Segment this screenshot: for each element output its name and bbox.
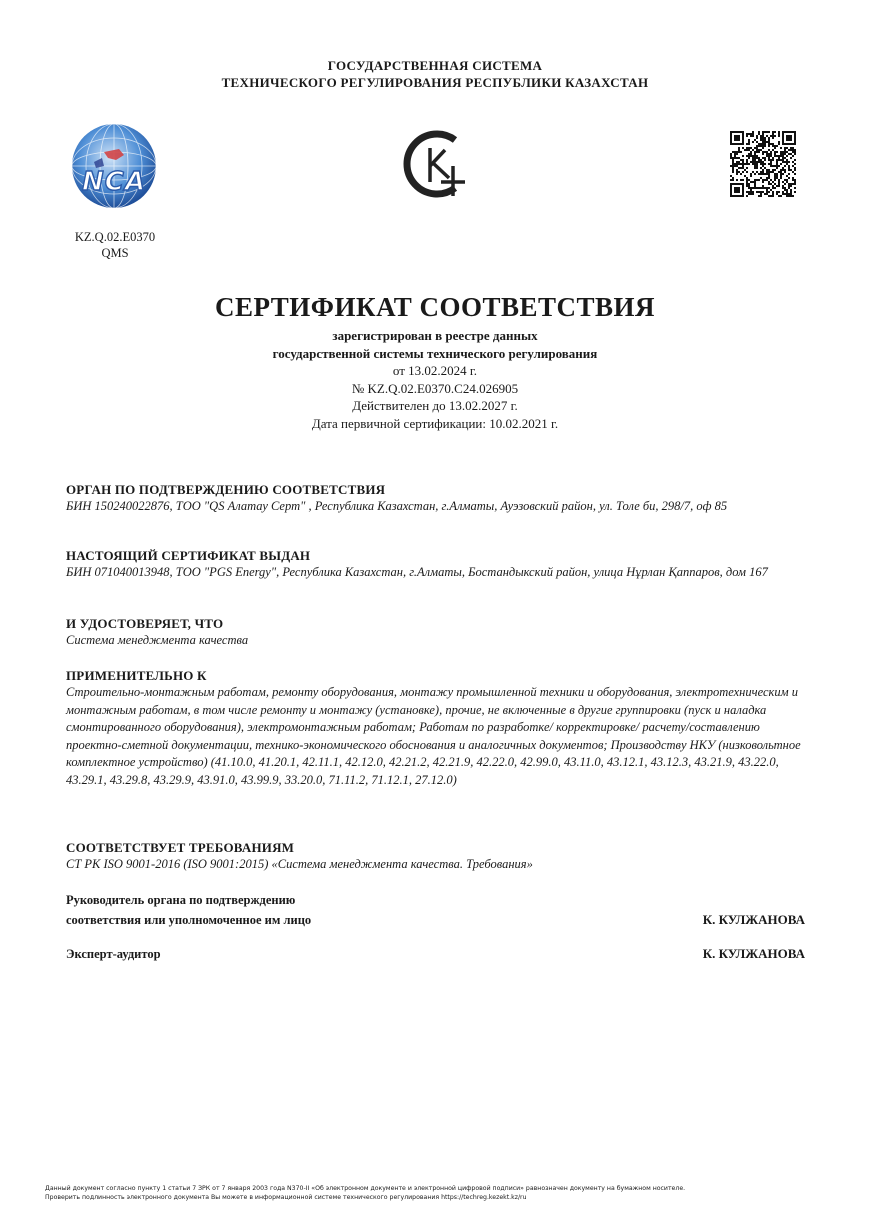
section-certification-body: [66, 481, 811, 516]
section-heading: И УДОСТОВЕРЯЕТ, ЧТО: [66, 616, 224, 631]
footer-legal-note: Данный документ согласно пункту 1 статьи 7 ЗРК от 7 января 2003 года N370-II «Об электронном документе и электронной цифровой подписи» равнозначен документу на бумажном носителе.: [45, 1185, 686, 1192]
section-heading: СООТВЕТСТВУЕТ ТРЕБОВАНИЯМ: [66, 840, 295, 855]
section-complies-with: [66, 839, 811, 874]
kz-conformity-mark-icon: [397, 126, 473, 202]
section-text: БИН 150240022876, ТОО "QS Алатау Серт" , Республика Казахстан, г.Алматы, Ауэзовский район, ул. Толе би, 298/7, оф 85: [66, 499, 728, 513]
head-signatory-label-2: соответствия или уполномоченное им лицо: [66, 913, 312, 927]
section-certifies: [66, 615, 811, 650]
certificate-title: СЕРТИФИКАТ СООТВЕТСТВИЯ: [214, 292, 656, 322]
qr-code-icon[interactable]: [730, 131, 796, 197]
head-signatory-label-1: Руководитель органа по подтверждению: [66, 893, 296, 907]
nca-globe-logo: [64, 122, 164, 217]
header-line-2: ТЕХНИЧЕСКОГО РЕГУЛИРОВАНИЯ РЕСПУБЛИКИ КАЗАХСТАН: [221, 75, 649, 90]
nca-logo-text: NCA: [82, 167, 146, 197]
certificate-number: № KZ.Q.02.E0370.C24.026905: [351, 381, 519, 396]
head-signatory-name: К. КУЛЖАНОВА: [702, 912, 805, 927]
expert-auditor-label: Эксперт-аудитор: [66, 947, 161, 961]
expert-auditor-name: К. КУЛЖАНОВА: [702, 946, 805, 961]
section-text: Система менеджмента качества: [66, 633, 249, 647]
first-certification-date: Дата первичной сертификации: 10.02.2021 г.: [311, 416, 559, 431]
section-heading: ПРИМЕНИТЕЛЬНО К: [66, 668, 207, 683]
section-heading: НАСТОЯЩИЙ СЕРТИФИКАТ ВЫДАН: [66, 548, 311, 563]
valid-until: Действителен до 13.02.2027 г.: [352, 398, 518, 413]
issue-date: от 13.02.2024 г.: [392, 363, 478, 378]
accreditation-scheme: QMS: [101, 246, 129, 260]
section-text: Строительно-монтажным работам, ремонту оборудования, монтажу промышленной техники и оборудования, электротехническим и монтажным работам, в том числе ремонту и монтажу (установке), прочие, не включенные в другие группировки (пуск и наладка смонтированного оборудования), электромонтажным работам; Работам по разработке/ корректировке/ расчету/составлению проектно-сметной документации, технико-экономического обоснования и аналогичных документов; Производству НКУ (низковольтное комплектное устройство) (41.10.0, 41.20.1, 42.11.1, 42.12.0, 42.21.2, 42.21.9, 42.22.0, 42.99.0, 43.11.0, 43.12.1, 43.12.3, 43.21.9, 43.22.0, 43.29.1, 43.29.8, 43.29.9, 43.91.0, 43.99.9, 33.20.0, 71.11.2, 71.12.1, 27.12.0): [66, 685, 801, 787]
accreditation-code: KZ.Q.02.E0370: [74, 230, 156, 244]
section-heading: ОРГАН ПО ПОДТВЕРЖДЕНИЮ СООТВЕТСТВИЯ: [66, 482, 386, 497]
footer-verify-note: Проверить подлинность электронного документа Вы можете в информационной системе технического регулирования https://techreg.kezekt.kz/ru: [45, 1194, 527, 1201]
section-text: СТ РК ISO 9001-2016 (ISO 9001:2015) «Система менеджмента качества. Требования»: [66, 857, 533, 871]
section-applies-to: [66, 667, 811, 790]
section-text: БИН 071040013948, ТОО "PGS Energy", Республика Казахстан, г.Алматы, Бостандыкский район, улица Нұрлан Қаппаров, дом 167: [66, 565, 768, 579]
registered-line-2: государственной системы технического регулирования: [272, 346, 598, 361]
section-issued-to: [66, 547, 811, 582]
header-line-1: ГОСУДАРСТВЕННАЯ СИСТЕМА: [327, 58, 543, 73]
registered-line-1: зарегистрирован в реестре данных: [332, 328, 538, 343]
